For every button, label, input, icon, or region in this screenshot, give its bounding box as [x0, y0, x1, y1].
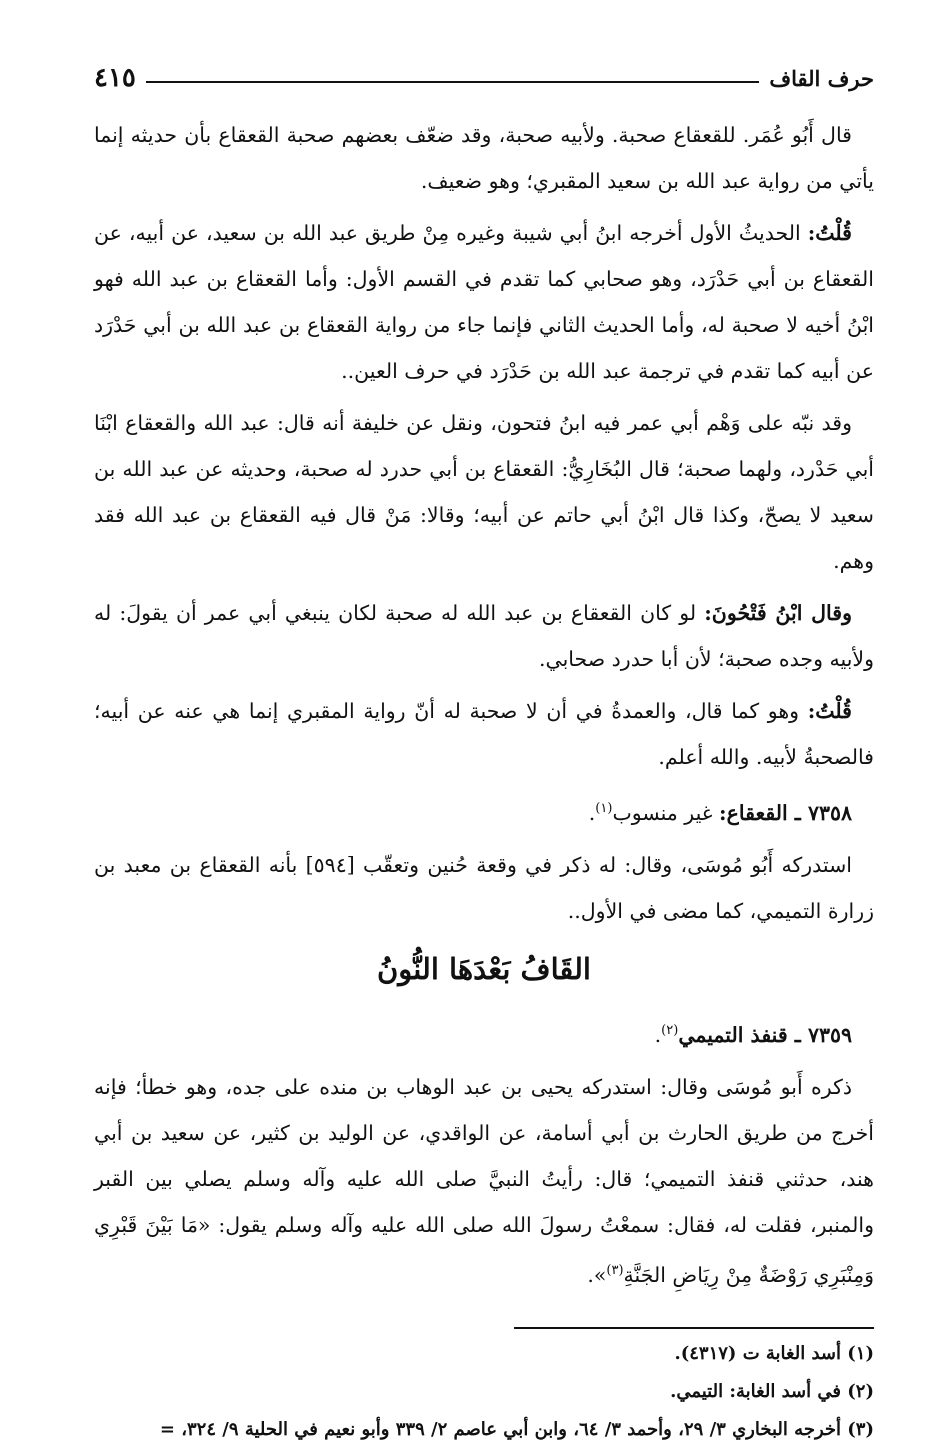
paragraph: [94, 688, 874, 780]
entry-title: ٧٣٥٩ ـ قنفذ التميمي: [678, 1022, 852, 1047]
paragraph: [94, 842, 874, 934]
paragraph-text: وقد نبّه على وَهْم أبي عمر فيه ابنُ فتحون، ونقل عن خليفة أنه قال: عبد الله والقعقاع ابْنَا أبي حَدْرد، ولهما صحبة؛ قال البُخَارِيُّ: القعقاع بن أبي حدرد له صحبة، وحديثه عن عبد الله بن سعيد لا يصحّ، وكذا قال ابْنُ أبي حاتم عن أبيه؛ وقالا: مَنْ قال فيه القعقاع بن عبد الله فقد وهم.: [94, 411, 874, 573]
paragraph-lead: وقال ابْنُ فَتْحُونَ:: [704, 601, 852, 625]
punctuation: .: [588, 800, 596, 825]
paragraph-lead: قُلْتُ:: [807, 699, 852, 723]
page-body: [94, 112, 874, 1297]
paragraph: [94, 210, 874, 394]
entry-title: ٧٣٥٨ ـ القعقاع:: [719, 800, 852, 825]
paragraph-text: وهو كما قال، والعمدةُ في أن لا صحبة له أنّ رواية المقبري إنما هي عنه عن أبيه؛ فالصحبةُ لأبيه. والله أعلم.: [94, 699, 874, 769]
paragraph-text: الحديثُ الأول أخرجه ابنُ أبي شيبة وغيره مِنْ طريق عبد الله بن سعيد، عن أبيه، عن القعقاع بن أبي حَدْرَد، وهو صحابي كما تقدم في القسم الأول: وأما القعقاع بن عبد الله فهو ابْنُ أخيه لا صحبة له، وأما الحديث الثاني فإنما جاء من رواية القعقاع بن عبد الله بن أبي حَدْرَد عن أبيه كما تقدم في ترجمة عبد الله بن حَدْرَد في حرف العين..: [94, 221, 874, 383]
footnote: (٢) في أسد الغابة: التيمي.: [670, 1381, 874, 1403]
paragraph-text: لو كان القعقاع بن عبد الله له صحبة لكان ينبغي أبي عمر أن يقولَ: له ولأبيه وجده صحبة؛ لأن أبا حدرد صحابي.: [94, 601, 874, 671]
page-header: [94, 58, 874, 98]
footnote-separator: [514, 1327, 874, 1329]
paragraph: [94, 1064, 874, 1298]
paragraph-lead: قُلْتُ:: [807, 221, 852, 245]
paragraph-text: استدركه أَبُو مُوسَى، وقال: له ذكر في وقعة حُنين وتعقّب [٥٩٤] بأنه القعقاع بن معبد بن زرارة التميمي، كما مضى في الأول..: [94, 852, 874, 923]
entry-subtitle: غير منسوب: [612, 800, 720, 825]
paragraph: [94, 400, 874, 584]
page-number: ٤١٥: [94, 63, 136, 93]
paragraph-text: ذكره أَبو مُوسَى وقال: استدركه يحيى بن عبد الوهاب بن منده على جده، وهو خطأ؛ فإنه أخرج من طريق الحارث بن أبي أسامة، عن الواقدي، عن الوليد بن كثير، عن سعيد بن أبي هند، حدثني قنفذ التميمي؛ قال: رأيتُ النبيَّ صلى الله عليه وآله وسلم يصلي بين القبر والمنبر، فقلت له، فقال: سمعْتُ رسولَ الله صلى الله عليه وآله وسلم يقول: «مَا بَيْنَ قَبْرِي وَمِنْبَرِي رَوْضَةٌ مِنْ رِيَاضِ الجَنَّةِ: [94, 1074, 874, 1287]
punctuation: ».: [587, 1262, 607, 1287]
punctuation: .: [654, 1022, 662, 1047]
entry-heading: [94, 786, 874, 836]
paragraph: [94, 590, 874, 682]
footnotes: [94, 1335, 874, 1449]
footnote-ref: (٢): [661, 1022, 679, 1038]
entry-heading: [94, 1008, 874, 1058]
footnote: (١) أسد الغابة ت (٤٣١٧).: [674, 1343, 874, 1365]
paragraph: [94, 112, 874, 204]
footnote: (٣) أخرجه البخاري ٣/ ٢٩، وأحمد ٣/ ٦٤، وابن أبي عاصم ٢/ ٣٣٩ وأبو نعيم في الحلية ٩/ ٣٢٤، =: [159, 1419, 874, 1441]
chapter-title: حرف القاف: [769, 65, 874, 91]
header-rule: [146, 81, 759, 83]
footnote-ref: (١): [595, 801, 613, 816]
paragraph-text: قال أَبُو عُمَر. للقعقاع صحبة. ولأبيه صحبة، وقد ضعّف بعضهم صحبة القعقاع بأن حديثه إنما يأتي من رواية عبد الله بن سعيد المقبري؛ وهو ضعيف.: [94, 123, 874, 193]
footnote-ref: (٣): [606, 1262, 624, 1278]
section-heading: القَافُ بَعْدَهَا النُّونُ: [377, 951, 591, 986]
